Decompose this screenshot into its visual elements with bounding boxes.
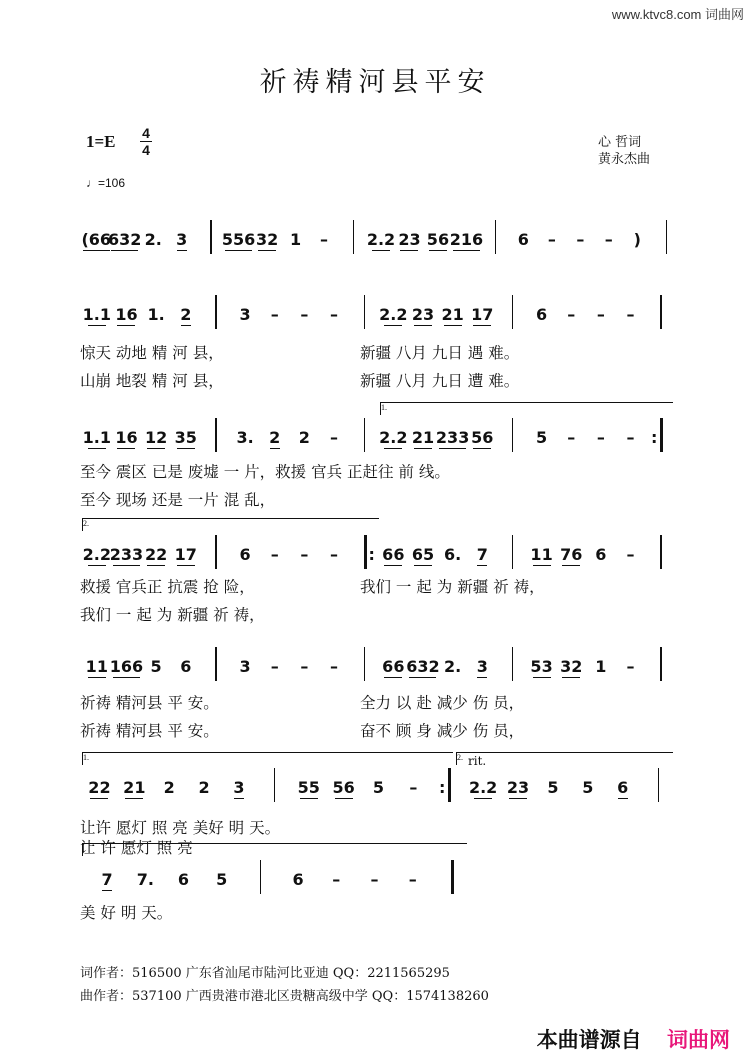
note: 6 — [595, 545, 607, 564]
volta-1-system3: 1. — [380, 402, 673, 415]
beam-underline — [90, 798, 108, 799]
note: 2. — [444, 657, 462, 676]
note: 2.2 — [379, 428, 408, 447]
note: 16 — [115, 428, 138, 447]
note: 11 — [85, 657, 108, 676]
barline — [512, 418, 513, 452]
note: 32 — [255, 230, 279, 249]
barline — [364, 535, 367, 569]
note: 233 — [109, 545, 144, 564]
note: 2.2 — [82, 545, 111, 564]
lyric-line: 让 许 愿灯 照 亮 — [80, 839, 193, 857]
note: – — [567, 428, 576, 447]
beam-underline — [181, 325, 191, 326]
note: 2 — [163, 778, 175, 797]
note: 16 — [115, 305, 138, 324]
barline — [274, 768, 275, 802]
note: – — [270, 657, 279, 676]
note: 6 — [517, 230, 529, 249]
barline — [666, 220, 667, 254]
beam-underline — [562, 565, 580, 566]
beam-underline — [147, 448, 165, 449]
repeat-dots: : — [368, 545, 375, 564]
beam-underline — [88, 448, 106, 449]
note: 55 — [297, 778, 320, 797]
note: 1.1 — [82, 428, 111, 447]
note: 21 — [441, 305, 464, 324]
note: 17 — [471, 305, 494, 324]
lyricist-credit: 心 哲词 — [598, 135, 642, 150]
beam-underline — [113, 677, 140, 678]
note: 5 — [582, 778, 594, 797]
beam-underline — [444, 325, 462, 326]
beam-underline — [117, 325, 135, 326]
note: – — [330, 657, 339, 676]
note: – — [604, 230, 613, 249]
note: 23 — [411, 305, 435, 324]
footer-composer-info: 曲作者：537100 广西贵港市港北区贵糖高级中学 QQ：1574138260 — [80, 989, 489, 1004]
beam-underline — [117, 448, 135, 449]
note: 5 — [547, 778, 559, 797]
note: 11 — [530, 545, 553, 564]
rit-marking: rit. — [468, 754, 487, 768]
repeat-dots: : — [439, 778, 446, 797]
note: 17 — [174, 545, 197, 564]
note: 32 — [560, 657, 583, 676]
repeat-dots: : — [650, 428, 658, 447]
beam-underline — [113, 565, 140, 566]
lyric-line: 祈祷 精河县 平 安。 — [80, 694, 219, 712]
beam-underline — [384, 325, 402, 326]
barline — [660, 535, 661, 569]
beam-underline — [225, 250, 252, 251]
note: 3 — [233, 778, 245, 797]
beam-underline — [414, 448, 432, 449]
note: 22 — [144, 545, 168, 564]
beam-underline — [477, 565, 487, 566]
barline — [512, 295, 513, 329]
note: 216 — [449, 230, 484, 249]
beam-underline — [258, 250, 276, 251]
note: 2 — [298, 428, 310, 447]
beam-underline — [270, 448, 280, 449]
note: 2 — [269, 428, 281, 447]
tempo-marking: ♩=106 — [86, 176, 126, 190]
note: 1. — [147, 305, 165, 324]
note: 23 — [398, 230, 421, 249]
volta-2-system6: 2. — [456, 752, 673, 765]
note: – — [596, 305, 605, 324]
note: – — [300, 545, 309, 564]
beam-underline — [414, 565, 432, 566]
barline — [495, 220, 496, 254]
beam-underline — [473, 325, 491, 326]
beam-underline — [177, 250, 187, 251]
lyric-line: 我们 一 起 为 新疆 祈 祷， — [360, 578, 545, 596]
composer-credit: 黄永杰曲 — [598, 152, 651, 167]
beam-underline — [384, 448, 402, 449]
lyric-line: 全力 以 赴 减少 伤 员， — [360, 694, 525, 712]
note: – — [370, 870, 379, 889]
volta-1-system6: 1. — [82, 752, 453, 765]
lyric-line: 让许 愿灯 照 亮 美好 明 天。 — [80, 819, 281, 837]
note: 5 — [150, 657, 162, 676]
beam-underline — [102, 890, 112, 891]
beam-underline — [83, 250, 110, 251]
note: – — [567, 305, 576, 324]
note: 65 — [411, 545, 435, 564]
note: 5 — [372, 778, 385, 797]
beam-underline — [453, 250, 480, 251]
beam-underline — [477, 677, 487, 678]
note: 2 — [198, 778, 210, 797]
note: 23 — [506, 778, 530, 797]
barline — [215, 647, 216, 681]
note: 6 — [239, 545, 251, 564]
lyric-line: 新疆 八月 九日 遭 难。 — [360, 372, 520, 390]
note: 2. — [144, 230, 162, 249]
barline — [215, 418, 216, 452]
note: 66 — [382, 657, 405, 676]
note: 1 — [289, 230, 302, 249]
note: 3 — [476, 657, 488, 676]
note: – — [300, 657, 309, 676]
barline — [660, 647, 661, 681]
note: 56 — [426, 230, 450, 249]
note: 6 — [617, 778, 629, 797]
beam-underline — [147, 565, 165, 566]
note: 7 — [476, 545, 488, 564]
barline — [353, 220, 354, 254]
note: 6. — [444, 545, 462, 564]
beam-underline — [335, 798, 353, 799]
barline — [512, 535, 513, 569]
note: – — [576, 230, 585, 249]
barline — [448, 768, 451, 802]
note: 56 — [332, 778, 355, 797]
time-bottom: 4 — [142, 142, 150, 158]
note: – — [408, 870, 417, 889]
site-url[interactable]: www.ktvc8.com 词曲网 — [611, 7, 744, 22]
barline — [364, 295, 365, 329]
beam-underline — [384, 565, 402, 566]
note: 3 — [239, 657, 251, 676]
note: 3 — [239, 305, 251, 324]
time-top: 4 — [142, 125, 150, 141]
note: – — [626, 428, 635, 447]
beam-underline — [533, 677, 551, 678]
barline — [658, 768, 659, 802]
note: 7. — [136, 870, 154, 889]
barline — [451, 860, 454, 894]
beam-underline — [618, 798, 628, 799]
note: 1.1 — [82, 305, 111, 324]
note: – — [330, 545, 339, 564]
lyric-line: 山崩 地裂 精 河 县， — [80, 372, 224, 390]
note: 3 — [176, 230, 188, 249]
lyric-line: 奋不 顾 身 减少 伤 员， — [360, 722, 525, 740]
note: 6 — [535, 305, 548, 324]
beam-underline — [509, 798, 527, 799]
barline — [364, 418, 365, 452]
note: (66 — [81, 230, 112, 249]
note: 35 — [174, 428, 197, 447]
note: 556 — [221, 230, 256, 249]
beam-underline — [533, 565, 551, 566]
note: 2.2 — [468, 778, 498, 797]
lyric-line: 至今 现场 还是 一片 混 乱， — [80, 491, 276, 509]
note: 6 — [177, 870, 190, 889]
beam-underline — [372, 250, 390, 251]
note: 22 — [88, 778, 111, 797]
note: 66 — [382, 545, 405, 564]
note: 2.2 — [379, 305, 408, 324]
source-brand[interactable] — [537, 1024, 730, 1054]
note: 12 — [144, 428, 168, 447]
barline — [260, 860, 261, 894]
beam-underline — [562, 677, 580, 678]
note: 233 — [435, 428, 470, 447]
lyric-line: 我们 一 起 为 新疆 祈 祷， — [80, 606, 265, 624]
barline — [210, 220, 211, 254]
note: – — [626, 545, 635, 564]
note: – — [547, 230, 556, 249]
note: – — [409, 778, 418, 797]
beam-underline — [439, 448, 466, 449]
note: 5 — [535, 428, 548, 447]
brand-text: 本曲谱源自 — [536, 1028, 642, 1052]
note: – — [300, 305, 309, 324]
beam-underline — [88, 565, 106, 566]
barline — [660, 295, 661, 329]
beam-underline — [88, 677, 106, 678]
beam-underline — [384, 677, 402, 678]
note: – — [320, 230, 329, 249]
beam-underline — [177, 448, 195, 449]
note: – — [626, 305, 635, 324]
beam-underline — [473, 448, 491, 449]
note: 56 — [471, 428, 494, 447]
note: 1 — [595, 657, 607, 676]
time-signature — [140, 126, 152, 157]
note: 76 — [560, 545, 583, 564]
volta-2-system4: 2. — [82, 518, 379, 531]
note: – — [332, 870, 341, 889]
note: 7 — [101, 870, 113, 889]
lyric-line: 祈祷 精河县 平 安。 — [80, 722, 219, 740]
note: – — [596, 428, 605, 447]
note: 5 — [216, 870, 228, 889]
beam-underline — [400, 250, 418, 251]
note: 6 — [180, 657, 192, 676]
note: 2.2 — [366, 230, 396, 249]
lyric-line: 美 好 明 天。 — [80, 904, 173, 922]
beam-underline — [234, 798, 244, 799]
barline — [215, 535, 216, 569]
beam-underline — [125, 798, 143, 799]
lyric-line: 惊天 动地 精 河 县， — [80, 344, 224, 362]
beam-underline — [177, 565, 195, 566]
note: 166 — [109, 657, 144, 676]
beam-underline — [474, 798, 492, 799]
beam-underline — [300, 798, 318, 799]
note: 632 — [406, 657, 440, 676]
note: – — [330, 428, 339, 447]
note: 632 — [108, 230, 142, 249]
barline — [215, 295, 216, 329]
brand-logo[interactable]: 词曲网 — [667, 1028, 730, 1052]
key-signature: 1=E — [86, 132, 116, 151]
note: 21 — [411, 428, 435, 447]
lyric-line: 新疆 八月 九日 遇 难。 — [360, 344, 520, 362]
beam-underline — [409, 677, 436, 678]
beam-underline — [111, 250, 138, 251]
note: 21 — [123, 778, 146, 797]
note: 53 — [530, 657, 553, 676]
note: – — [330, 305, 339, 324]
volta-2-continuation — [82, 843, 467, 856]
note: 2 — [180, 305, 192, 324]
beam-underline — [429, 250, 447, 251]
beam-underline — [88, 325, 106, 326]
beam-underline — [414, 325, 432, 326]
barline — [660, 418, 663, 452]
song-title: 祈祷精河县平安 — [259, 67, 491, 98]
note: – — [626, 657, 635, 676]
note: – — [270, 545, 279, 564]
note: 3. — [236, 428, 254, 447]
note: 6 — [292, 870, 304, 889]
note: – — [270, 305, 279, 324]
lyric-line: 救援 官兵正 抗震 抢 险， — [80, 578, 255, 596]
barline — [364, 647, 365, 681]
lyric-line: 至今 震区 已是 废墟 一 片，救援 官兵 正赶往 前 线。 — [80, 463, 450, 481]
note: ) — [633, 230, 641, 249]
footer-lyricist-info: 词作者：516500 广东省汕尾市陆河比亚迪 QQ：2211565295 — [80, 966, 450, 981]
barline — [512, 647, 513, 681]
